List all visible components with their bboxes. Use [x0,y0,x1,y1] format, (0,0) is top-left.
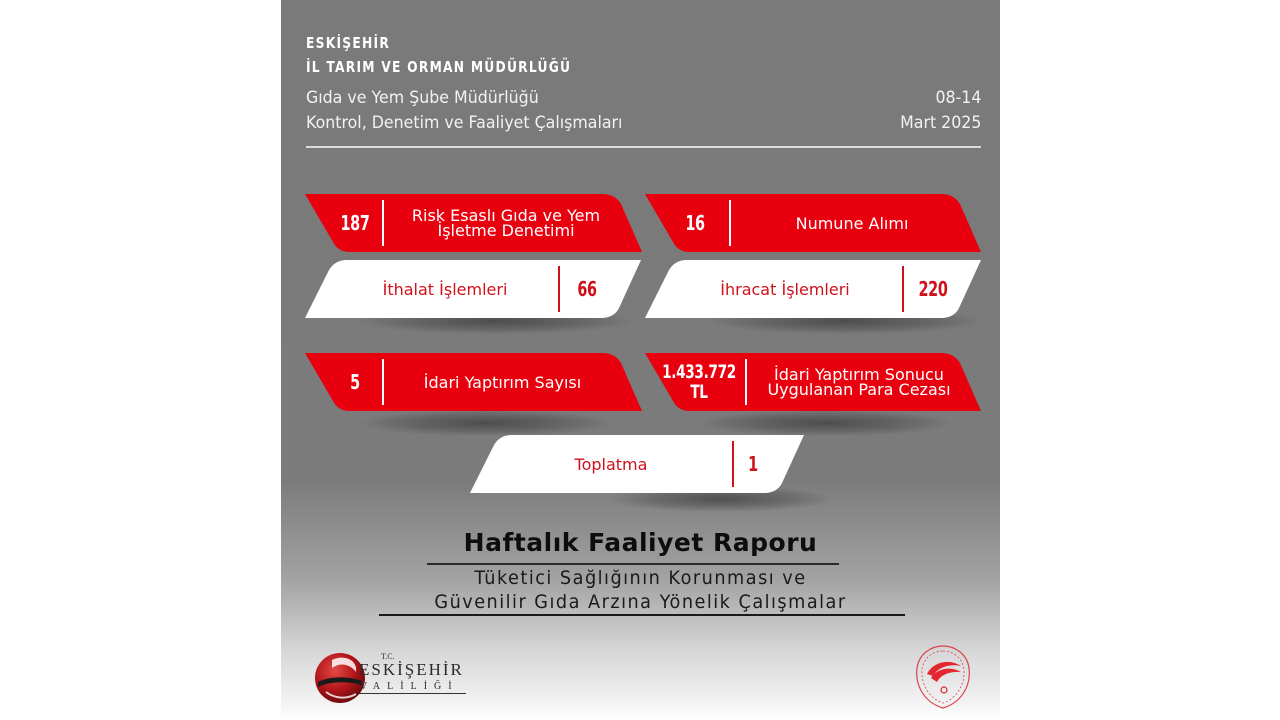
org-title-line1: ESKİŞEHİR [306,34,391,52]
org-title-line2: İL TARIM VE ORMAN MÜDÜRLÜĞÜ [306,58,572,76]
stat-card-sampling [645,194,981,252]
stat-value: 16 [685,211,705,235]
report-title: Haftalık Faaliyet Raporu [463,528,818,557]
header-divider [306,146,981,148]
separator [732,441,734,487]
report-subtitle-line1: Tüketici Sağlığının Korunması ve [474,567,807,589]
stat-label [500,435,722,493]
logo-office-text: VALİLİĞİ [360,681,459,692]
stat-label [749,353,969,411]
stat-label-line2: İşletme Denetimi [437,221,575,240]
stat-label-line2: Uygulanan Para Cezası [767,380,951,399]
stat-label [737,194,967,252]
card-shadow [361,410,611,436]
separator [745,359,747,405]
separator [902,266,904,312]
separator [382,359,384,405]
report-subtitle-line2: Güvenilir Gıda Arzına Yönelik Çalışmalar [434,591,847,613]
date-range: 08-14 [935,88,981,108]
separator [558,266,560,312]
weekly-report-poster [281,0,1000,720]
stat-label [335,260,555,318]
stat-value: 5 [350,370,360,394]
stat-value: 1 [748,452,758,476]
stat-label [675,260,895,318]
department-subtitle: Kontrol, Denetim ve Faaliyet Çalışmaları [306,113,623,133]
stat-label [390,194,622,252]
stat-card-risk-inspection [305,194,642,252]
stat-label-line1: Toplatma [574,454,648,474]
report-subtitle-underline [379,614,905,616]
date-month-year: Mart 2025 [899,113,981,133]
report-title-underline [427,563,839,565]
stat-value-currency: TL [690,381,708,403]
stat-value: 220 [918,277,948,301]
stat-card-exports [645,260,981,318]
stat-label-line1: İdari Yaptırım Sonucu [774,365,944,384]
stat-card-recall [470,435,804,493]
stat-label [390,353,615,411]
logo-tc-text: T.C. [381,652,395,661]
separator [729,200,731,246]
stat-value-line1: 1.433.772 [662,361,736,383]
separator [382,200,384,246]
department-name: Gıda ve Yem Şube Müdürlüğü [306,88,539,108]
stat-card-sanctions-count [305,353,642,411]
card-shadow [701,410,951,436]
stat-label-line1: İhracat İşlemleri [720,279,850,299]
stat-label-line1: Numune Alımı [795,213,909,233]
stat-value [662,353,736,411]
stat-value: 187 [340,211,370,235]
stat-card-fine-amount [645,353,981,411]
stat-label-line1: İthalat İşlemleri [382,279,508,299]
stat-card-imports [305,260,641,318]
tarim-orman-bakanligi-emblem-icon [911,642,975,712]
logo-underline [359,693,466,694]
stat-label-line1: İdari Yaptırım Sayısı [423,372,582,392]
logo-city-text: ESKİŞEHİR [359,660,464,679]
stat-value: 66 [577,277,597,301]
stat-label-line1: Risk Esaslı Gıda ve Yem [411,206,601,225]
